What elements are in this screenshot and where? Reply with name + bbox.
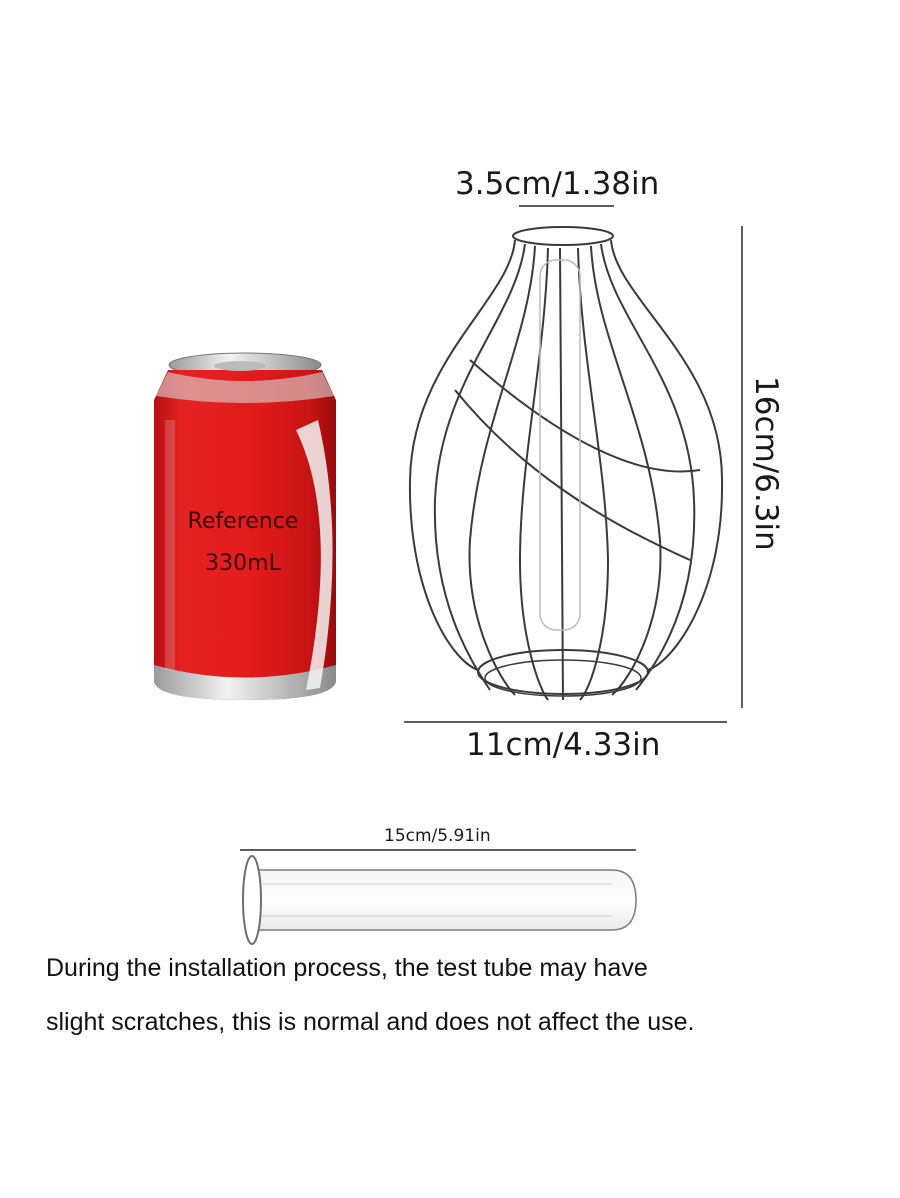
test-tube-illustration [243, 856, 636, 944]
bottom-width-label: 11cm/4.33in [466, 727, 661, 763]
top-width-label: 3.5cm/1.38in [455, 166, 660, 202]
can-volume-label: 330mL [205, 551, 281, 576]
tube-length-label: 15cm/5.91in [384, 826, 491, 846]
can-reference-label: Reference [187, 509, 299, 534]
installation-note-line-1: During the installation process, the test tube may have [46, 954, 648, 982]
wire-vase-illustration [410, 227, 722, 700]
height-label: 16cm/6.3in [748, 376, 784, 551]
installation-note-line-2: slight scratches, this is normal and does not affect the use. [46, 1008, 695, 1036]
